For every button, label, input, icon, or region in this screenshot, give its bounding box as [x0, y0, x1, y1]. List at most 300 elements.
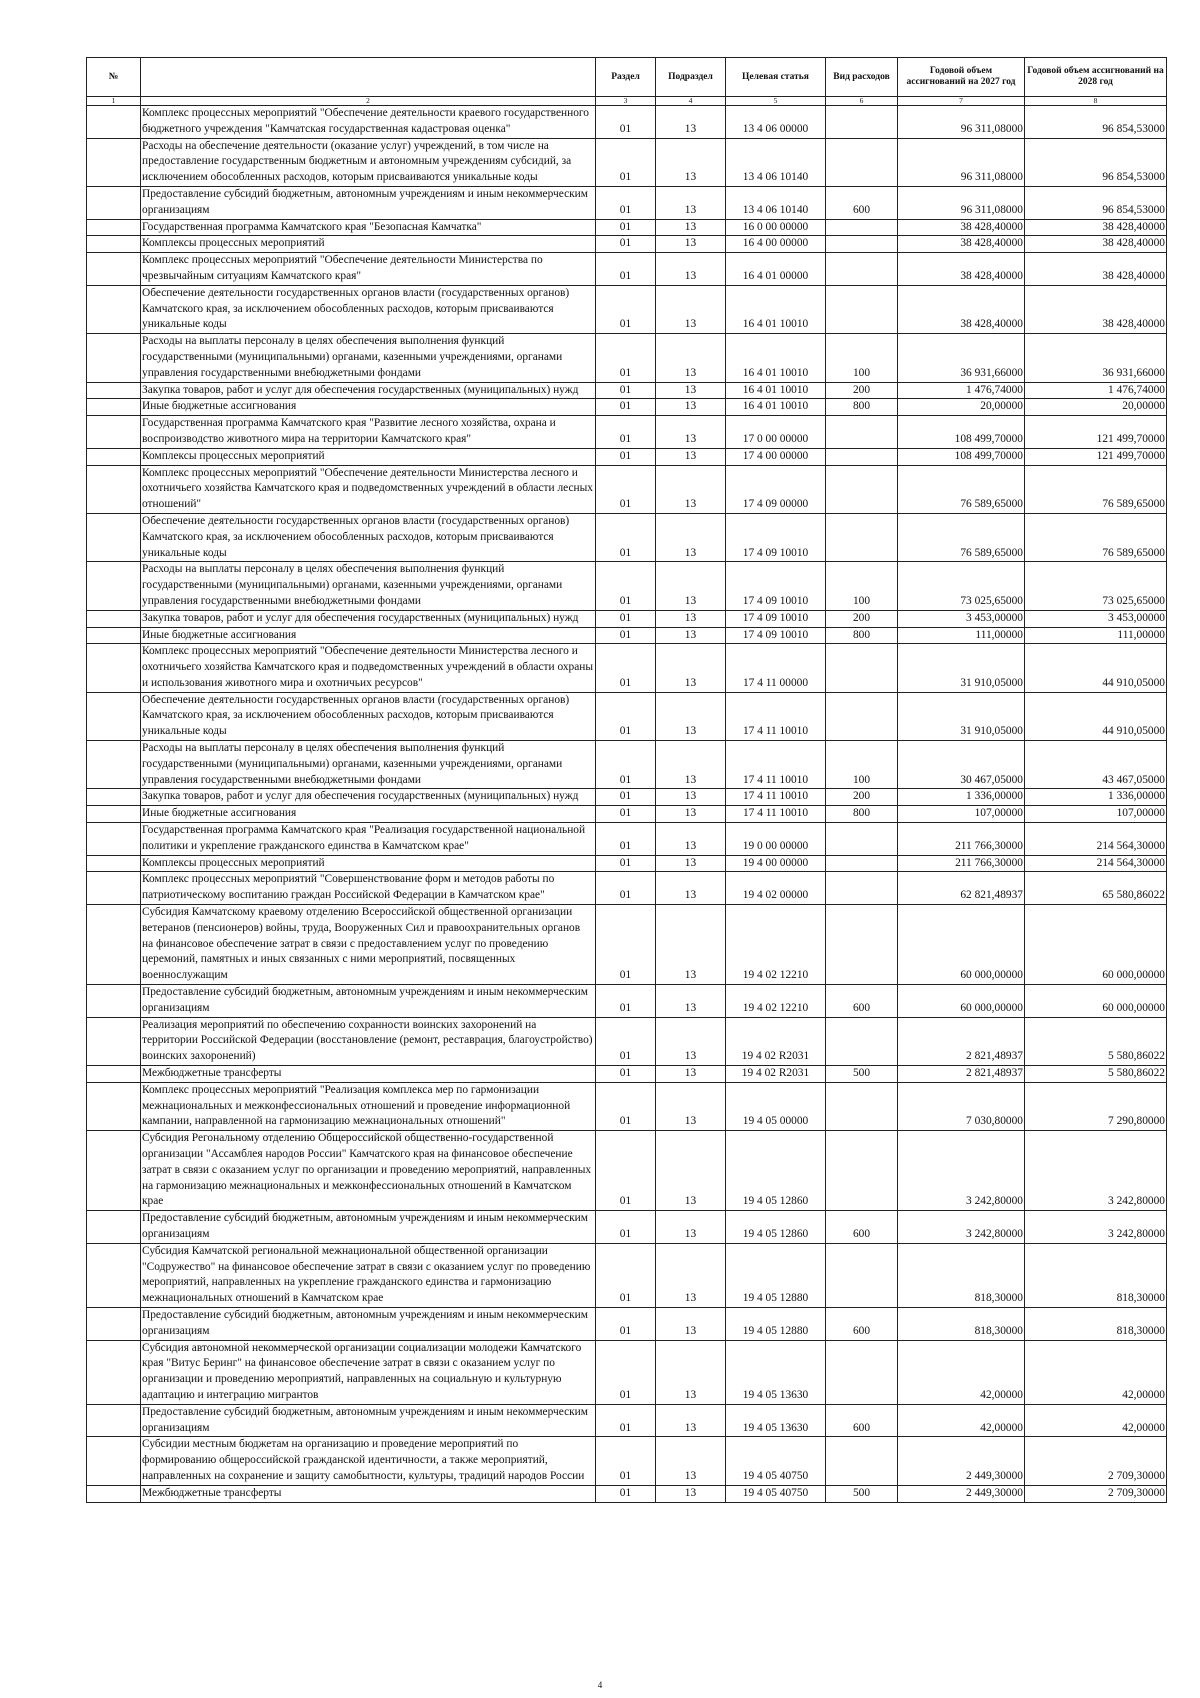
row-number-cell [87, 1131, 141, 1211]
table-row [87, 416, 1167, 449]
amount-2028-cell: 60 000,00000 [1025, 985, 1167, 1018]
header-section: Раздел [596, 58, 656, 97]
header-volume-2027: Годовой объем ассигнований на 2027 год [898, 58, 1025, 97]
subsection-cell: 13 [656, 219, 726, 236]
table-row [87, 138, 1167, 186]
section-cell: 01 [596, 448, 656, 465]
subsection-cell: 13 [656, 382, 726, 399]
table-row [87, 448, 1167, 465]
amount-2028-cell: 818,30000 [1025, 1243, 1167, 1307]
row-number-cell [87, 416, 141, 449]
expense-name-cell: Расходы на выплаты персоналу в целях обеспечения выполнения функций государственными (муниципальными) органами, казенными учреждениями, органами управления государственными внебюджетными фондами [141, 334, 596, 382]
amount-2028-cell: 44 910,05000 [1025, 644, 1167, 692]
amount-2027-cell: 1 336,00000 [898, 789, 1025, 806]
table-row [87, 1211, 1167, 1244]
section-cell: 01 [596, 253, 656, 286]
amount-2027-cell: 20,00000 [898, 399, 1025, 416]
subsection-cell: 13 [656, 186, 726, 219]
expense-name-cell: Закупка товаров, работ и услуг для обеспечения государственных (муниципальных) нужд [141, 382, 596, 399]
expense-type-cell [826, 872, 898, 905]
expense-name-cell: Комплекс процессных мероприятий "Обеспечение деятельности Министерства лесного и охотничьего хозяйства Камчатского края и подведомственных учреждений в области лесных отношений" [141, 465, 596, 513]
subsection-cell: 13 [656, 1082, 726, 1130]
section-cell: 01 [596, 1340, 656, 1404]
subsection-cell: 13 [656, 236, 726, 253]
amount-2028-cell: 76 589,65000 [1025, 465, 1167, 513]
expense-type-cell [826, 236, 898, 253]
target-article-cell: 17 4 11 10010 [726, 789, 826, 806]
column-number: 6 [826, 97, 898, 106]
expense-type-cell [826, 855, 898, 872]
expense-type-cell [826, 1131, 898, 1211]
header-number: № [87, 58, 141, 97]
amount-2028-cell: 42,00000 [1025, 1340, 1167, 1404]
expense-name-cell: Обеспечение деятельности государственных органов власти (государственных органов) Камчатского края, за исключением обособленных расходов, которым присваиваются уникальные коды [141, 692, 596, 740]
subsection-cell: 13 [656, 285, 726, 333]
amount-2027-cell: 31 910,05000 [898, 644, 1025, 692]
expense-name-cell: Предоставление субсидий бюджетным, автономным учреждениям и иным некоммерческим организациям [141, 1404, 596, 1437]
subsection-cell: 13 [656, 905, 726, 985]
row-number-cell [87, 399, 141, 416]
subsection-cell: 13 [656, 1211, 726, 1244]
amount-2028-cell: 60 000,00000 [1025, 905, 1167, 985]
target-article-cell: 16 4 01 10010 [726, 334, 826, 382]
expense-name-cell: Комплексы процессных мероприятий [141, 236, 596, 253]
target-article-cell: 16 4 01 10010 [726, 285, 826, 333]
amount-2028-cell: 96 854,53000 [1025, 186, 1167, 219]
row-number-cell [87, 448, 141, 465]
section-cell: 01 [596, 1404, 656, 1437]
amount-2028-cell: 107,00000 [1025, 806, 1167, 823]
target-article-cell: 19 4 05 12860 [726, 1131, 826, 1211]
expense-name-cell: Комплекс процессных мероприятий "Совершенствование форм и методов работы по патриотическому воспитанию граждан Российской Федерации в Камчатском крае" [141, 872, 596, 905]
expense-type-cell: 100 [826, 562, 898, 610]
expense-name-cell: Предоставление субсидий бюджетным, автономным учреждениям и иным некоммерческим организациям [141, 1307, 596, 1340]
section-cell: 01 [596, 236, 656, 253]
expense-type-cell: 200 [826, 610, 898, 627]
table-row [87, 855, 1167, 872]
expense-type-cell: 200 [826, 382, 898, 399]
table-row [87, 741, 1167, 789]
table-row [87, 985, 1167, 1018]
expense-name-cell: Комплекс процессных мероприятий "Обеспечение деятельности краевого государственного бюджетного учреждения "Камчатская государственная кадастровая оценка" [141, 106, 596, 139]
amount-2027-cell: 211 766,30000 [898, 823, 1025, 856]
expense-name-cell: Субсидия Камчатской региональной межнациональной общественной организации "Содружество" на финансовое обеспечение затрат в связи с оказанием услуг по проведению мероприятий, направленных на укрепление гражданского единства и гармонизацию межнациональных отношений в Камчатском крае [141, 1243, 596, 1307]
section-cell: 01 [596, 872, 656, 905]
amount-2028-cell: 7 290,80000 [1025, 1082, 1167, 1130]
amount-2028-cell: 3 453,00000 [1025, 610, 1167, 627]
amount-2028-cell: 3 242,80000 [1025, 1211, 1167, 1244]
amount-2027-cell: 38 428,40000 [898, 219, 1025, 236]
target-article-cell: 19 4 05 12860 [726, 1211, 826, 1244]
table-row [87, 644, 1167, 692]
section-cell: 01 [596, 1082, 656, 1130]
section-cell: 01 [596, 399, 656, 416]
amount-2028-cell: 2 709,30000 [1025, 1437, 1167, 1485]
target-article-cell: 19 4 05 12880 [726, 1243, 826, 1307]
table-row [87, 399, 1167, 416]
target-article-cell: 17 0 00 00000 [726, 416, 826, 449]
expense-type-cell [826, 138, 898, 186]
subsection-cell: 13 [656, 1243, 726, 1307]
section-cell: 01 [596, 627, 656, 644]
target-article-cell: 19 4 02 00000 [726, 872, 826, 905]
section-cell: 01 [596, 806, 656, 823]
amount-2028-cell: 5 580,86022 [1025, 1066, 1167, 1083]
amount-2027-cell: 96 311,08000 [898, 138, 1025, 186]
table-row [87, 789, 1167, 806]
table-row [87, 872, 1167, 905]
table-row [87, 1243, 1167, 1307]
expense-name-cell: Реализация мероприятий по обеспечению сохранности воинских захоронений на территории Российской Федерации (восстановление (ремонт, реставрация, благоустройство) воинских захоронений) [141, 1017, 596, 1065]
amount-2028-cell: 3 242,80000 [1025, 1131, 1167, 1211]
subsection-cell: 13 [656, 692, 726, 740]
expense-type-cell: 800 [826, 399, 898, 416]
expense-type-cell [826, 692, 898, 740]
table-row [87, 382, 1167, 399]
amount-2028-cell: 36 931,66000 [1025, 334, 1167, 382]
expense-name-cell: Расходы на выплаты персоналу в целях обеспечения выполнения функций государственными (муниципальными) органами, казенными учреждениями, органами управления государственными внебюджетными фондами [141, 741, 596, 789]
expense-type-cell [826, 285, 898, 333]
amount-2028-cell: 42,00000 [1025, 1404, 1167, 1437]
table-row [87, 692, 1167, 740]
amount-2028-cell: 76 589,65000 [1025, 513, 1167, 561]
target-article-cell: 19 4 05 40750 [726, 1437, 826, 1485]
expense-type-cell [826, 1017, 898, 1065]
target-article-cell: 19 4 00 00000 [726, 855, 826, 872]
column-number: 1 [87, 97, 141, 106]
amount-2027-cell: 818,30000 [898, 1243, 1025, 1307]
subsection-cell: 13 [656, 741, 726, 789]
table-row [87, 1066, 1167, 1083]
target-article-cell: 17 4 09 00000 [726, 465, 826, 513]
section-cell: 01 [596, 905, 656, 985]
amount-2028-cell: 38 428,40000 [1025, 219, 1167, 236]
target-article-cell: 19 4 05 13630 [726, 1340, 826, 1404]
expense-type-cell [826, 644, 898, 692]
table-row [87, 465, 1167, 513]
amount-2027-cell: 96 311,08000 [898, 186, 1025, 219]
section-cell: 01 [596, 219, 656, 236]
amount-2028-cell: 2 709,30000 [1025, 1485, 1167, 1502]
target-article-cell: 16 4 00 00000 [726, 236, 826, 253]
amount-2028-cell: 73 025,65000 [1025, 562, 1167, 610]
subsection-cell: 13 [656, 399, 726, 416]
amount-2027-cell: 73 025,65000 [898, 562, 1025, 610]
subsection-cell: 13 [656, 1066, 726, 1083]
row-number-cell [87, 905, 141, 985]
subsection-cell: 13 [656, 513, 726, 561]
amount-2028-cell: 1 336,00000 [1025, 789, 1167, 806]
expense-name-cell: Расходы на обеспечение деятельности (оказание услуг) учреждений, в том числе на предоставление государственным бюджетным и автономным учреждениям субсидий, за исключением обособленных расходов, которым присваиваются уникальные коды [141, 138, 596, 186]
target-article-cell: 16 4 01 00000 [726, 253, 826, 286]
amount-2027-cell: 38 428,40000 [898, 253, 1025, 286]
subsection-cell: 13 [656, 1131, 726, 1211]
subsection-cell: 13 [656, 106, 726, 139]
header-volume-2028: Годовой объем ассигнований на 2028 год [1025, 58, 1167, 97]
expense-name-cell: Субсидия Регональному отделению Общероссийской общественно-государственной организации "Ассамблея народов России" Камчатского края на финансовое обеспечение затрат в связи с оказанием услуг по организации и проведению мероприятий, направленных на гармонизацию межнациональных и межконфессиональных отношений в Камчатском крае [141, 1131, 596, 1211]
expense-name-cell: Субсидия Камчатскому краевому отделению Всероссийской общественной организации ветеранов (пенсионеров) войны, труда, Вооруженных Сил и правоохранительных органов на финансовое обеспечение затрат в связи с предоставлением услуг по проведению церемоний, памятных и иных связанных с ними мероприятий, посвященных военнослужащим [141, 905, 596, 985]
expense-name-cell: Расходы на выплаты персоналу в целях обеспечения выполнения функций государственными (муниципальными) органами, казенными учреждениями, органами управления государственными внебюджетными фондами [141, 562, 596, 610]
expense-name-cell: Предоставление субсидий бюджетным, автономным учреждениям и иным некоммерческим организациям [141, 186, 596, 219]
subsection-cell: 13 [656, 1437, 726, 1485]
section-cell: 01 [596, 855, 656, 872]
table-body [87, 106, 1167, 1503]
section-cell: 01 [596, 1307, 656, 1340]
expense-name-cell: Обеспечение деятельности государственных органов власти (государственных органов) Камчатского края, за исключением обособленных расходов, которым присваиваются уникальные коды [141, 513, 596, 561]
table-row [87, 1485, 1167, 1502]
subsection-cell: 13 [656, 448, 726, 465]
subsection-cell: 13 [656, 138, 726, 186]
amount-2027-cell: 76 589,65000 [898, 465, 1025, 513]
table-row [87, 285, 1167, 333]
subsection-cell: 13 [656, 1017, 726, 1065]
section-cell: 01 [596, 334, 656, 382]
target-article-cell: 19 4 05 13630 [726, 1404, 826, 1437]
row-number-cell [87, 872, 141, 905]
section-cell: 01 [596, 186, 656, 219]
expense-name-cell: Государственная программа Камчатского края "Развитие лесного хозяйства, охрана и воспроизводство животного мира на территории Камчатского края" [141, 416, 596, 449]
expense-name-cell: Комплекс процессных мероприятий "Обеспечение деятельности Министерства лесного и охотничьего хозяйства Камчатского края и подведомственных учреждений в области охраны и использования животного мира и охотничьих ресурсов" [141, 644, 596, 692]
expense-type-cell [826, 106, 898, 139]
amount-2027-cell: 30 467,05000 [898, 741, 1025, 789]
expense-name-cell: Предоставление субсидий бюджетным, автономным учреждениям и иным некоммерческим организациям [141, 985, 596, 1018]
amount-2027-cell: 108 499,70000 [898, 448, 1025, 465]
amount-2027-cell: 111,00000 [898, 627, 1025, 644]
expense-type-cell: 100 [826, 741, 898, 789]
expense-type-cell [826, 448, 898, 465]
row-number-cell [87, 1066, 141, 1083]
amount-2028-cell: 111,00000 [1025, 627, 1167, 644]
subsection-cell: 13 [656, 644, 726, 692]
row-number-cell [87, 627, 141, 644]
section-cell: 01 [596, 1485, 656, 1502]
section-cell: 01 [596, 138, 656, 186]
expense-name-cell: Закупка товаров, работ и услуг для обеспечения государственных (муниципальных) нужд [141, 610, 596, 627]
subsection-cell: 13 [656, 253, 726, 286]
section-cell: 01 [596, 382, 656, 399]
expense-name-cell: Субсидии местным бюджетам на организацию и проведение мероприятий по формированию общероссийской гражданской идентичности, а также мероприятий, направленных на сохранение и защиту самобытности, культуры, традиций народов России [141, 1437, 596, 1485]
subsection-cell: 13 [656, 1307, 726, 1340]
expense-type-cell [826, 465, 898, 513]
amount-2027-cell: 7 030,80000 [898, 1082, 1025, 1130]
expense-type-cell [826, 416, 898, 449]
expense-name-cell: Комплексы процессных мероприятий [141, 855, 596, 872]
amount-2027-cell: 76 589,65000 [898, 513, 1025, 561]
section-cell: 01 [596, 106, 656, 139]
target-article-cell: 16 0 00 00000 [726, 219, 826, 236]
section-cell: 01 [596, 741, 656, 789]
amount-2027-cell: 107,00000 [898, 806, 1025, 823]
section-cell: 01 [596, 1131, 656, 1211]
expense-type-cell: 200 [826, 789, 898, 806]
amount-2028-cell: 1 476,74000 [1025, 382, 1167, 399]
target-article-cell: 17 4 09 10010 [726, 513, 826, 561]
row-number-cell [87, 186, 141, 219]
section-cell: 01 [596, 285, 656, 333]
amount-2027-cell: 1 476,74000 [898, 382, 1025, 399]
budget-allocation-table [86, 57, 1167, 1503]
expense-name-cell: Межбюджетные трансферты [141, 1485, 596, 1502]
expense-name-cell: Государственная программа Камчатского края "Безопасная Камчатка" [141, 219, 596, 236]
target-article-cell: 17 4 11 10010 [726, 741, 826, 789]
row-number-cell [87, 1082, 141, 1130]
expense-type-cell: 500 [826, 1066, 898, 1083]
amount-2027-cell: 36 931,66000 [898, 334, 1025, 382]
amount-2028-cell: 44 910,05000 [1025, 692, 1167, 740]
subsection-cell: 13 [656, 562, 726, 610]
amount-2027-cell: 3 242,80000 [898, 1131, 1025, 1211]
row-number-cell [87, 1485, 141, 1502]
amount-2028-cell: 5 580,86022 [1025, 1017, 1167, 1065]
amount-2028-cell: 121 499,70000 [1025, 448, 1167, 465]
header-name [141, 58, 596, 97]
amount-2027-cell: 60 000,00000 [898, 905, 1025, 985]
expense-type-cell: 600 [826, 985, 898, 1018]
target-article-cell: 19 4 02 R2031 [726, 1066, 826, 1083]
subsection-cell: 13 [656, 855, 726, 872]
row-number-cell [87, 789, 141, 806]
expense-type-cell [826, 1082, 898, 1130]
row-number-cell [87, 138, 141, 186]
row-number-cell [87, 1243, 141, 1307]
header-target-article: Целевая статья [726, 58, 826, 97]
section-cell: 01 [596, 1017, 656, 1065]
amount-2027-cell: 2 821,48937 [898, 1066, 1025, 1083]
column-number: 3 [596, 97, 656, 106]
expense-name-cell: Комплекс процессных мероприятий "Обеспечение деятельности Министерства по чрезвычайным ситуациям Камчатского края" [141, 253, 596, 286]
expense-type-cell: 800 [826, 627, 898, 644]
target-article-cell: 19 4 05 12880 [726, 1307, 826, 1340]
table-row [87, 334, 1167, 382]
target-article-cell: 19 0 00 00000 [726, 823, 826, 856]
row-number-cell [87, 106, 141, 139]
subsection-cell: 13 [656, 823, 726, 856]
section-cell: 01 [596, 1243, 656, 1307]
target-article-cell: 19 4 02 R2031 [726, 1017, 826, 1065]
column-number-row [87, 97, 1167, 106]
expense-name-cell: Субсидия автономной некоммерческой организации социализации молодежи Камчатского края "Витус Беринг" на финансовое обеспечение затрат в связи с оказанием услуг по организации и проведению мероприятий, направленных на социальную и культурную адаптацию и интеграцию мигрантов [141, 1340, 596, 1404]
amount-2027-cell: 211 766,30000 [898, 855, 1025, 872]
section-cell: 01 [596, 416, 656, 449]
row-number-cell [87, 1211, 141, 1244]
target-article-cell: 19 4 02 12210 [726, 905, 826, 985]
row-number-cell [87, 741, 141, 789]
table-row [87, 627, 1167, 644]
expense-type-cell: 600 [826, 1211, 898, 1244]
amount-2028-cell: 38 428,40000 [1025, 285, 1167, 333]
table-row [87, 1017, 1167, 1065]
table-row [87, 1131, 1167, 1211]
target-article-cell: 17 4 09 10010 [726, 627, 826, 644]
target-article-cell: 17 4 00 00000 [726, 448, 826, 465]
expense-type-cell [826, 219, 898, 236]
subsection-cell: 13 [656, 789, 726, 806]
table-row [87, 219, 1167, 236]
amount-2028-cell: 38 428,40000 [1025, 253, 1167, 286]
column-number: 2 [141, 97, 596, 106]
expense-type-cell: 100 [826, 334, 898, 382]
column-number: 4 [656, 97, 726, 106]
subsection-cell: 13 [656, 985, 726, 1018]
target-article-cell: 17 4 09 10010 [726, 562, 826, 610]
row-number-cell [87, 1340, 141, 1404]
target-article-cell: 17 4 11 10010 [726, 806, 826, 823]
expense-name-cell: Межбюджетные трансферты [141, 1066, 596, 1083]
row-number-cell [87, 334, 141, 382]
row-number-cell [87, 610, 141, 627]
amount-2027-cell: 96 311,08000 [898, 106, 1025, 139]
expense-name-cell: Закупка товаров, работ и услуг для обеспечения государственных (муниципальных) нужд [141, 789, 596, 806]
subsection-cell: 13 [656, 334, 726, 382]
section-cell: 01 [596, 1437, 656, 1485]
row-number-cell [87, 1017, 141, 1065]
page-number: 4 [597, 1680, 603, 1690]
table-row [87, 513, 1167, 561]
target-article-cell: 16 4 01 10010 [726, 382, 826, 399]
section-cell: 01 [596, 562, 656, 610]
target-article-cell: 19 4 02 12210 [726, 985, 826, 1018]
expense-type-cell [826, 1437, 898, 1485]
target-article-cell: 13 4 06 10140 [726, 186, 826, 219]
section-cell: 01 [596, 513, 656, 561]
section-cell: 01 [596, 1066, 656, 1083]
amount-2027-cell: 2 449,30000 [898, 1485, 1025, 1502]
expense-name-cell: Государственная программа Камчатского края "Реализация государственной национальной политики и укрепление гражданского единства в Камчатском крае" [141, 823, 596, 856]
amount-2028-cell: 43 467,05000 [1025, 741, 1167, 789]
row-number-cell [87, 985, 141, 1018]
amount-2027-cell: 31 910,05000 [898, 692, 1025, 740]
section-cell: 01 [596, 823, 656, 856]
section-cell: 01 [596, 644, 656, 692]
table-row [87, 186, 1167, 219]
section-cell: 01 [596, 692, 656, 740]
expense-type-cell: 800 [826, 806, 898, 823]
budget-table-sheet [86, 57, 1166, 1503]
target-article-cell: 16 4 01 10010 [726, 399, 826, 416]
amount-2028-cell: 818,30000 [1025, 1307, 1167, 1340]
table-row [87, 823, 1167, 856]
table-row [87, 806, 1167, 823]
expense-name-cell: Обеспечение деятельности государственных органов власти (государственных органов) Камчатского края, за исключением обособленных расходов, которым присваиваются уникальные коды [141, 285, 596, 333]
amount-2028-cell: 121 499,70000 [1025, 416, 1167, 449]
amount-2028-cell: 214 564,30000 [1025, 855, 1167, 872]
amount-2027-cell: 3 453,00000 [898, 610, 1025, 627]
row-number-cell [87, 692, 141, 740]
table-row [87, 106, 1167, 139]
amount-2027-cell: 60 000,00000 [898, 985, 1025, 1018]
target-article-cell: 13 4 06 10140 [726, 138, 826, 186]
amount-2027-cell: 3 242,80000 [898, 1211, 1025, 1244]
row-number-cell [87, 562, 141, 610]
row-number-cell [87, 1307, 141, 1340]
section-cell: 01 [596, 985, 656, 1018]
expense-type-cell [826, 823, 898, 856]
expense-name-cell: Комплекс процессных мероприятий "Реализация комплекса мер по гармонизации межнациональных и межконфессиональных отношений и проведение информационной кампании, направленной на гармонизацию межнациональных отношений" [141, 1082, 596, 1130]
expense-type-cell [826, 1243, 898, 1307]
row-number-cell [87, 285, 141, 333]
table-row [87, 1437, 1167, 1485]
section-cell: 01 [596, 610, 656, 627]
amount-2028-cell: 96 854,53000 [1025, 138, 1167, 186]
column-number: 8 [1025, 97, 1167, 106]
table-row [87, 1082, 1167, 1130]
subsection-cell: 13 [656, 627, 726, 644]
table-header [87, 58, 1167, 106]
expense-type-cell [826, 905, 898, 985]
target-article-cell: 19 4 05 40750 [726, 1485, 826, 1502]
expense-type-cell: 600 [826, 186, 898, 219]
subsection-cell: 13 [656, 1340, 726, 1404]
